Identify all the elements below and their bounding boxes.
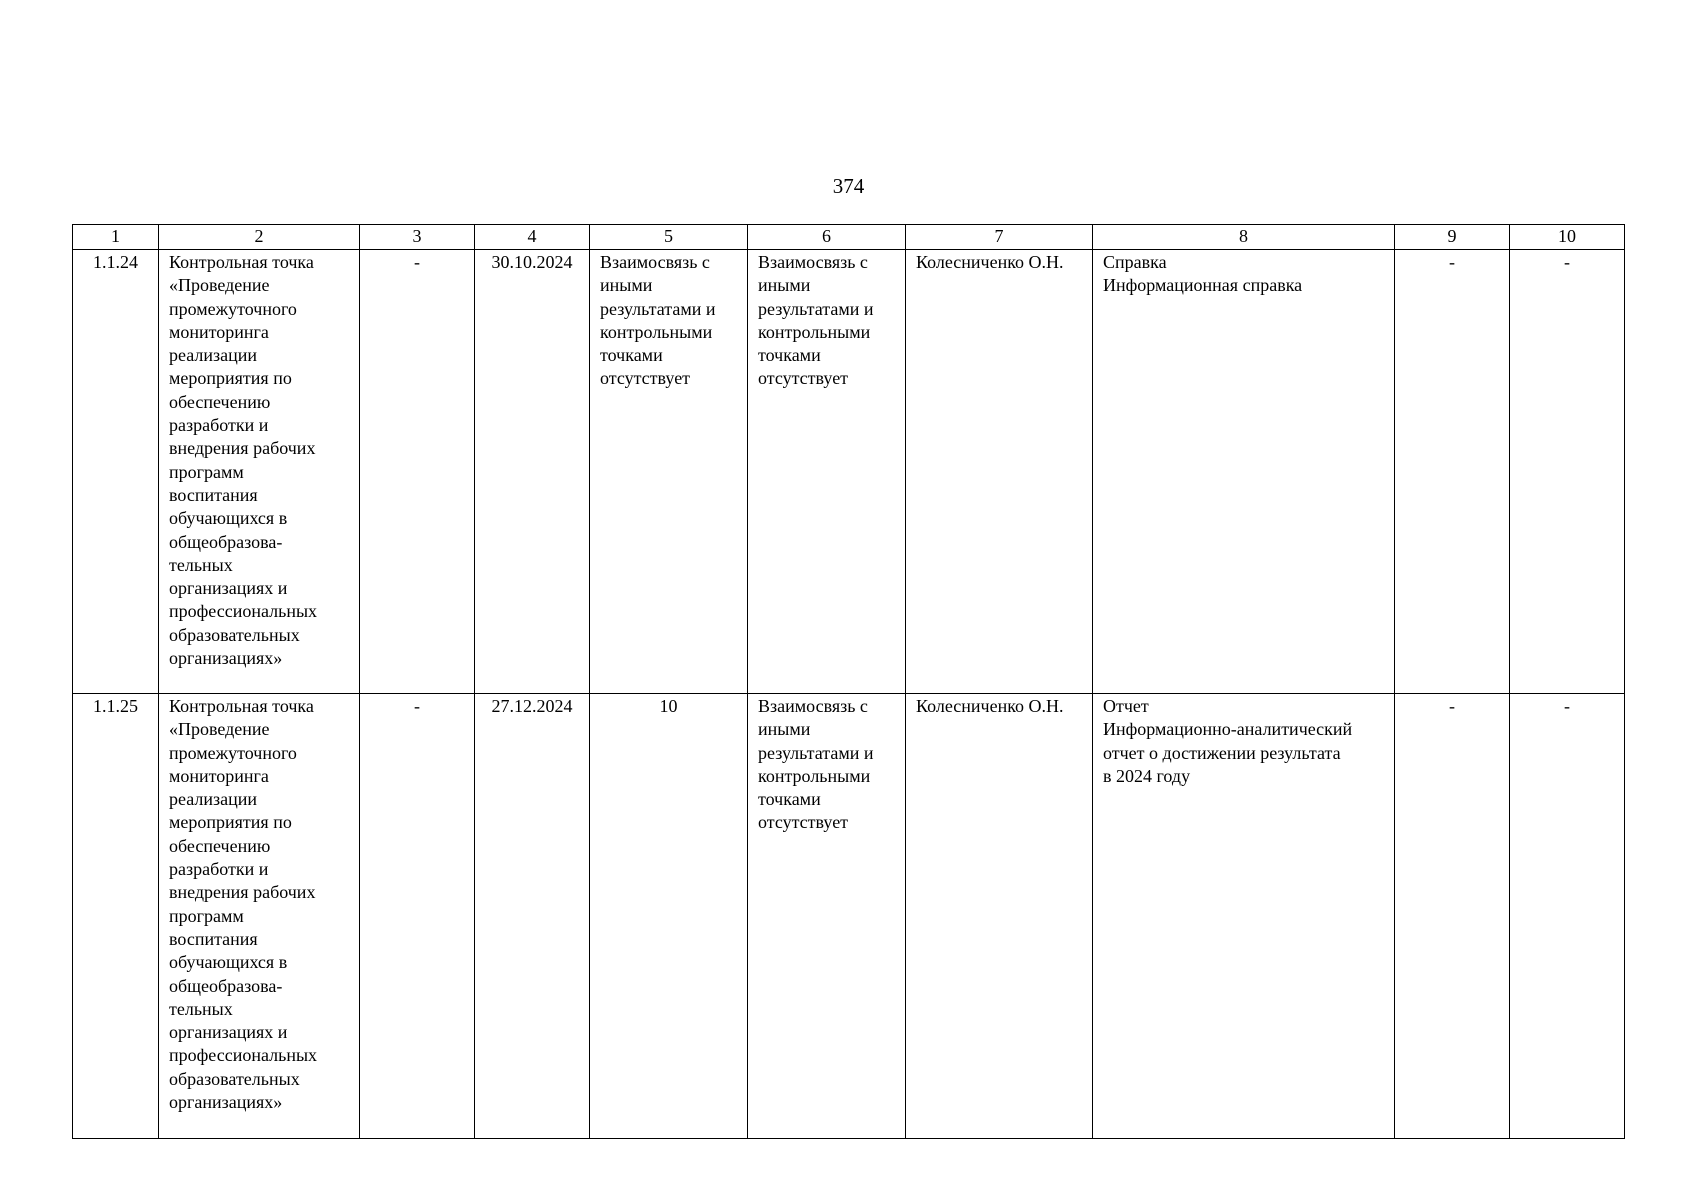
row-col5: Взаимосвязь с иными результатами и контрольными точками отсутствует bbox=[590, 250, 748, 694]
row-id: 1.1.25 bbox=[73, 694, 159, 1139]
row-date: 30.10.2024 bbox=[475, 250, 590, 694]
header-col-1: 1 bbox=[73, 225, 159, 250]
header-col-5: 5 bbox=[590, 225, 748, 250]
row-responsible: Колесниченко О.Н. bbox=[906, 694, 1093, 1139]
row-col6: Взаимосвязь с иными результатами и контрольными точками отсутствует bbox=[748, 250, 906, 694]
header-col-10: 10 bbox=[1510, 225, 1625, 250]
header-col-3: 3 bbox=[360, 225, 475, 250]
header-col-2: 2 bbox=[159, 225, 360, 250]
row-col5: 10 bbox=[590, 694, 748, 1139]
header-col-9: 9 bbox=[1395, 225, 1510, 250]
row-col10: - bbox=[1510, 250, 1625, 694]
header-row bbox=[73, 225, 1625, 250]
header-col-8: 8 bbox=[1093, 225, 1395, 250]
row-document: Отчет Информационно-аналитический отчет о достижении результата в 2024 году bbox=[1093, 694, 1395, 1139]
page-number: 374 bbox=[832, 174, 865, 198]
header-col-4: 4 bbox=[475, 225, 590, 250]
table-row bbox=[73, 250, 1625, 694]
row-name: Контрольная точка «Проведение промежуточного мониторинга реализации мероприятия по обеспечению разработки и внедрения рабочих программ воспитания обучающихся в общеобразова- тельных организациях и профессиональных образовательных организациях» bbox=[159, 250, 360, 694]
header-col-6: 6 bbox=[748, 225, 906, 250]
row-col9: - bbox=[1395, 250, 1510, 694]
row-date: 27.12.2024 bbox=[475, 694, 590, 1139]
row-col10: - bbox=[1510, 694, 1625, 1139]
row-id: 1.1.24 bbox=[73, 250, 159, 694]
row-responsible: Колесниченко О.Н. bbox=[906, 250, 1093, 694]
control-points-table bbox=[72, 224, 1625, 1139]
table-row bbox=[73, 694, 1625, 1139]
row-col3: - bbox=[360, 694, 475, 1139]
row-document: Справка Информационная справка bbox=[1093, 250, 1395, 694]
header-col-7: 7 bbox=[906, 225, 1093, 250]
row-col3: - bbox=[360, 250, 475, 694]
row-col6: Взаимосвязь с иными результатами и контрольными точками отсутствует bbox=[748, 694, 906, 1139]
row-name: Контрольная точка «Проведение промежуточного мониторинга реализации мероприятия по обеспечению разработки и внедрения рабочих программ воспитания обучающихся в общеобразова- тельных организациях и профессиональных образовательных организациях» bbox=[159, 694, 360, 1139]
row-col9: - bbox=[1395, 694, 1510, 1139]
